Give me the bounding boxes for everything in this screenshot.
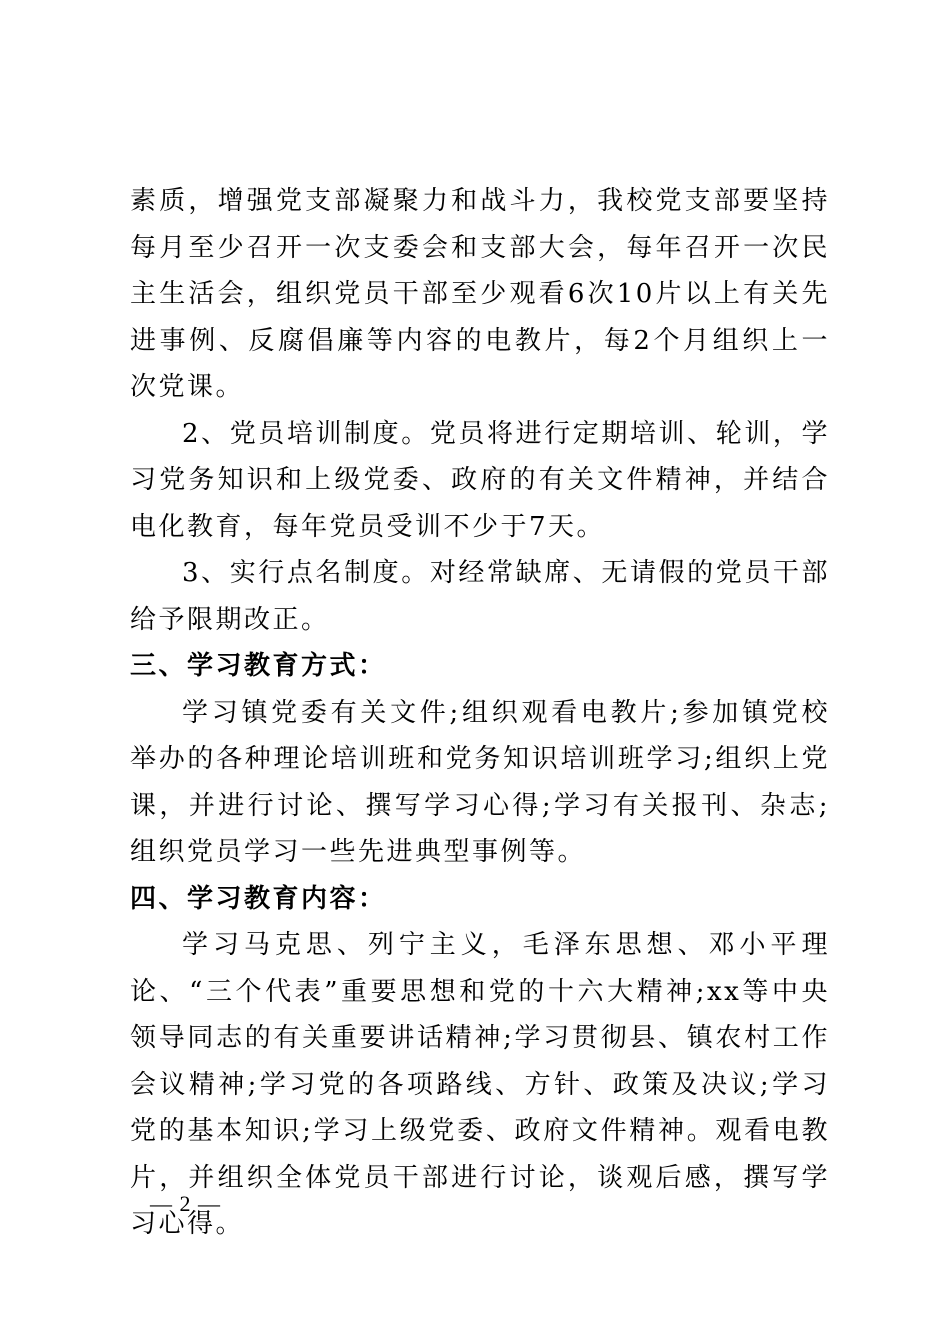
section-heading-study-methods: 三、学习教育方式： xyxy=(130,651,387,681)
paragraph-roll-call-system: 3、实行点名制度。对经常缺席、无请假的党员干部给予限期改正。 xyxy=(130,558,830,635)
paragraph-continuation: 素质，增强党支部凝聚力和战斗力，我校党支部要坚持每月至少召开一次支委会和支部大会，每年召开一次民主生活会，组织党员干部至少观看6次10片以上有关先进事例、反腐倡廉等内容的电教片，每2个月组织上一次党课。 xyxy=(130,186,830,402)
paragraph-training-system: 2、党员培训制度。党员将进行定期培训、轮训，学习党务知识和上级党委、政府的有关文件精神，并结合电化教育，每年党员受训不少于7天。 xyxy=(130,418,830,542)
section-heading-study-content: 四、学习教育内容： xyxy=(130,883,387,914)
paragraph-study-content: 学习马克思、列宁主义，毛泽东思想、邓小平理论、“三个代表”重要思想和党的十六大精神;xx等中央领导同志的有关重要讲话精神;学习贯彻县、镇农村工作会议精神;学习党的各项路线、方针、政策及决议;学习党的基本知识;学习上级党委、政府文件精神。观看电教片，并组织全体党员干部进行讨论，谈观后感，撰写学习心得。 xyxy=(130,930,830,1239)
document-body xyxy=(130,178,830,1248)
paragraph-study-methods: 学习镇党委有关文件;组织观看电教片;参加镇党校举办的各种理论培训班和党务知识培训班学习;组织上党课，并进行讨论、撰写学习心得;学习有关报刊、杂志;组织党员学习一些先进典型事例等。 xyxy=(130,697,830,867)
page-number: — 2 — xyxy=(150,1191,221,1216)
